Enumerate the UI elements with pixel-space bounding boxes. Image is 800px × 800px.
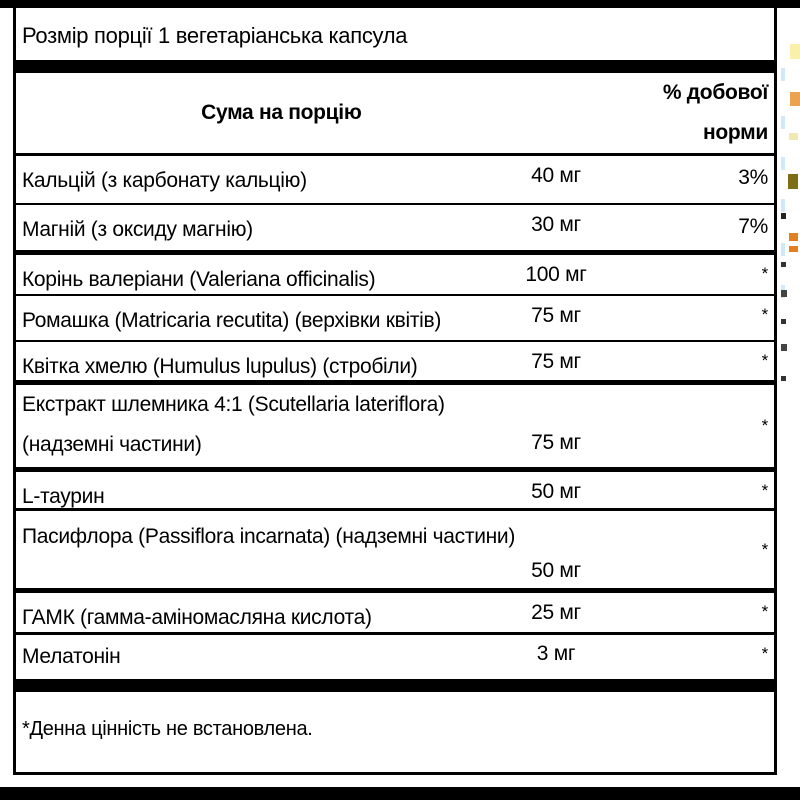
cropped-edge-fragment [781,243,785,256]
column-header-daily-value-line2: норми [702,121,768,144]
ingredient-daily-value: 3% [738,166,768,189]
table-row [16,156,774,205]
ingredient-amount: 75 мг [531,304,581,327]
cropped-edge-fragment [781,157,785,170]
cropped-edge-fragment [788,174,798,189]
ingredient-daily-value: * [761,264,768,283]
ingredient-amount: 75 мг [531,431,581,454]
cropped-edge-fragment [789,233,798,241]
ingredient-amount: 50 мг [531,480,581,503]
table-header-row [16,73,774,156]
ingredient-amount: 3 мг [536,642,576,665]
section-divider-bar [16,679,774,692]
ingredient-amount: 25 мг [531,601,581,624]
ingredient-amount: 75 мг [531,350,581,373]
cropped-edge-fragment [781,344,787,351]
ingredient-daily-value: * [761,481,768,500]
footnote: *Денна цінність не встановлена. [22,718,313,740]
table-row [16,205,774,255]
ingredient-name: Магній (з оксиду магнію) [22,218,253,241]
supplement-facts-table [13,8,777,775]
ingredient-daily-value: 7% [738,215,768,238]
ingredient-daily-value: * [761,644,768,663]
cropped-edge-fragment [789,246,798,252]
ingredient-name: Екстракт шлемника 4:1 (Scutellaria lateriflora) [22,393,445,416]
serving-size-text: Розмір порції 1 вегетаріанська капсула [22,23,408,48]
cropped-edge-fragment [789,133,798,140]
cropped-edge-fragment [781,199,785,212]
cropped-edge-fragment [781,290,787,297]
ingredient-name: Кальцій (з карбонату кальцію) [22,169,307,192]
table-row [16,593,774,635]
column-header-amount: Сума на порцію [201,101,362,124]
table-row [16,385,774,472]
table-row [16,635,774,679]
ingredient-name: Мелатонін [22,645,121,668]
cropped-edge-fragment [781,68,785,81]
top-black-bar [0,0,800,8]
ingredient-name: L-таурин [22,485,105,508]
cropped-edge-fragment [781,213,786,219]
column-header-daily-value-line1: % добової [662,81,768,104]
ingredient-amount: 50 мг [531,559,581,582]
cropped-edge-fragment [790,44,800,59]
ingredient-name: Ромашка (Matricaria recutita) (верхівки квітів) [22,309,442,332]
ingredient-daily-value: * [761,351,768,370]
section-divider-bar [16,60,774,73]
ingredient-name-line2: (надземні частини) [22,433,202,456]
ingredient-amount: 40 мг [531,164,581,187]
table-row [16,255,774,296]
ingredient-daily-value: * [761,416,768,435]
ingredient-name: Квітка хмелю (Humulus lupulus) (стробіли) [22,355,418,378]
cropped-edge-fragment [781,262,786,267]
ingredient-daily-value: * [761,602,768,621]
table-row [16,296,774,342]
cropped-edge-fragment [781,116,785,129]
ingredient-daily-value: * [761,539,768,559]
cropped-edge-fragment [781,319,786,324]
cropped-edge-fragment [790,92,800,106]
table-row [16,342,774,385]
cropped-edge-fragment [781,376,786,381]
ingredient-daily-value: * [761,305,768,324]
bottom-black-bar [0,787,800,800]
ingredient-name: ГАМК (гамма-аміномасляна кислота) [22,606,372,629]
ingredient-name: Пасифлора (Passiflora incarnata) (надземні частини) [22,525,516,548]
ingredient-name: Корінь валеріани (Valeriana officinalis) [22,268,376,291]
ingredient-amount: 100 мг [525,263,587,286]
column-header-daily-value [547,73,774,153]
table-row [16,511,774,593]
table-row [16,472,774,511]
ingredient-amount: 30 мг [531,213,581,236]
